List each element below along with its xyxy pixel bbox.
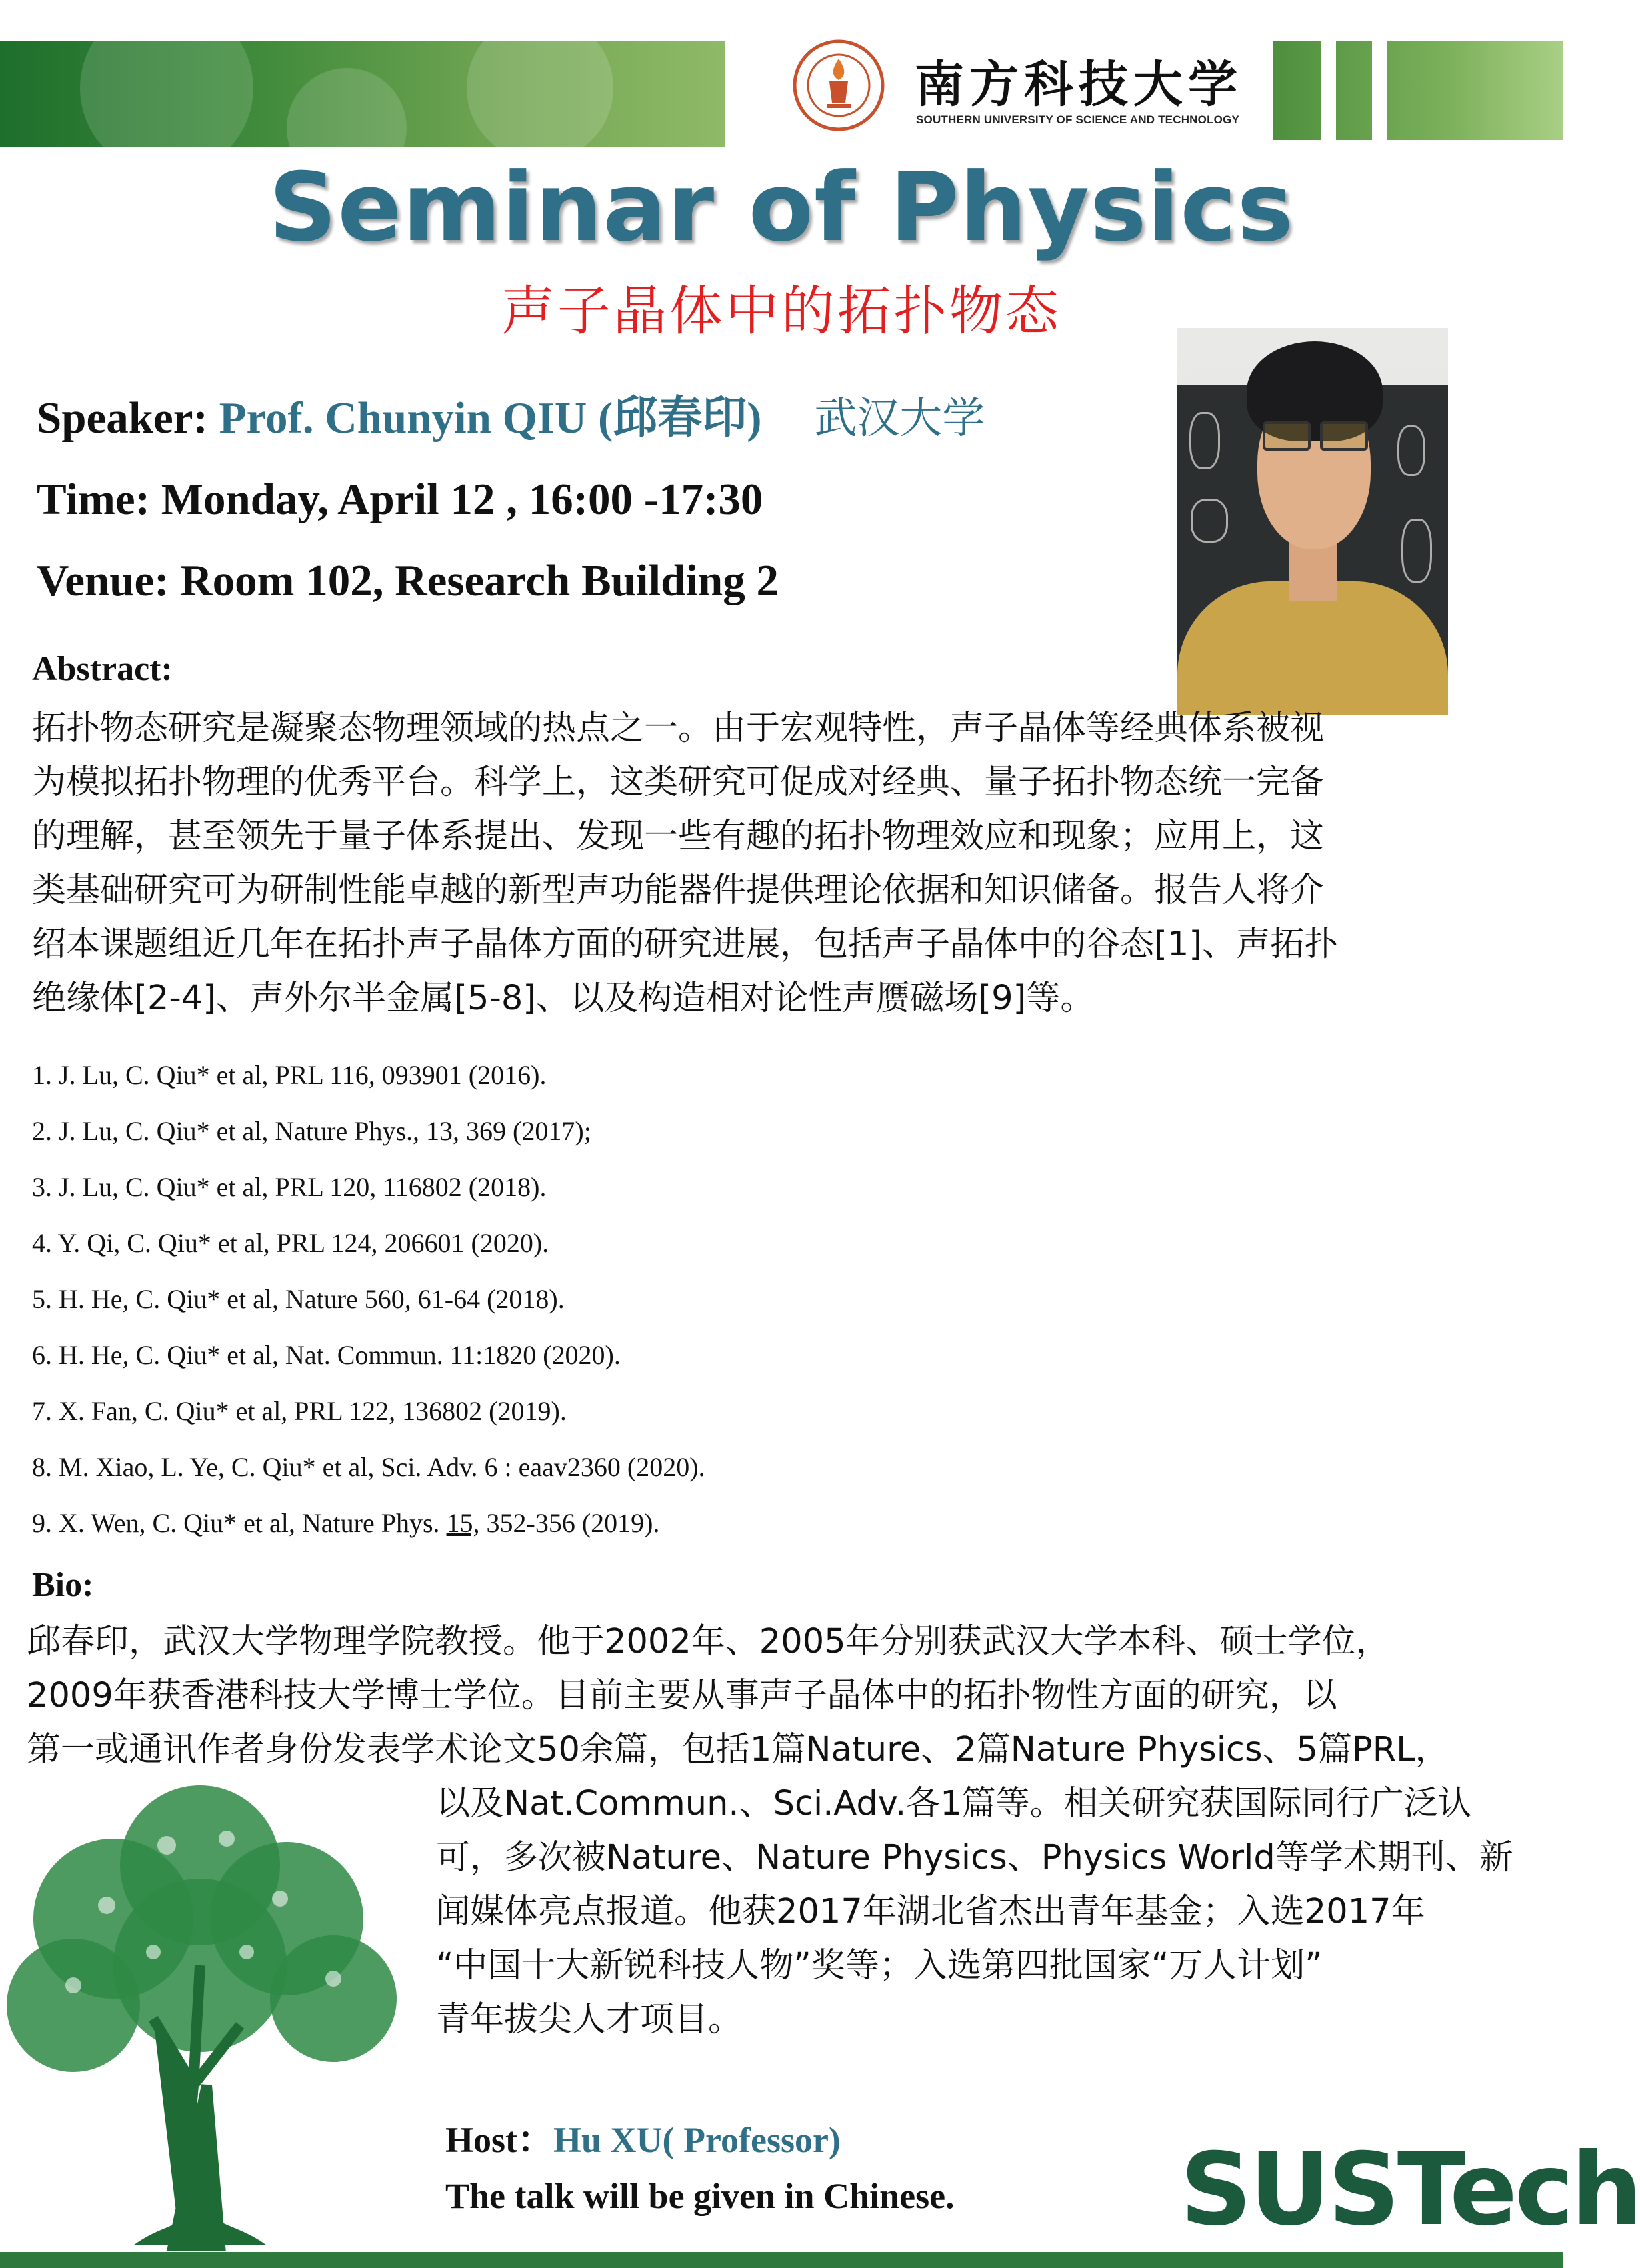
shirt [1177,581,1448,715]
sustech-logo: SUSTech [1180,2132,1640,2248]
reference-item: 1. J. Lu, C. Qiu* et al, PRL 116, 093901 (2016). [32,1060,547,1090]
banner-stripe [1321,41,1336,140]
reference-text: 9. X. Wen, C. Qiu* et al, Nature Phys. [32,1508,447,1538]
venue-value: Room 102, Research Building 2 [180,556,779,605]
abstract-text [32,701,1338,1025]
venue-line [37,551,779,611]
reference-item: 7. X. Fan, C. Qiu* et al, PRL 122, 136802 (2019). [32,1396,567,1426]
bio-line: 青年拔尖人才项目。 [436,2000,743,2039]
reference-item: 2. J. Lu, C. Qiu* et al, Nature Phys., 13, 369 (2017); [32,1116,591,1146]
university-logo [792,39,1243,132]
bio-text-top [27,1615,1449,1777]
reference-volume: 15, [446,1508,480,1538]
bio-line: 可，多次被Nature、Nature Physics、Physics World等学术期刊、新 [436,1838,1513,1877]
host-label: Host： [445,2120,553,2160]
talk-title: 声子晶体中的拓扑物态 [501,280,1061,342]
bio-heading: Bio: [32,1566,94,1604]
footer-bar [0,2252,1563,2268]
abstract-line: 绝缘体[2-4]、声外尔半金属[5-8]、以及构造相对论性声赝磁场[9]等。 [32,979,1095,1018]
glasses-icon [1263,421,1311,451]
speaker-line [37,388,985,449]
reference-item: 4. Y. Qi, C. Qiu* et al, PRL 124, 206601 (2020). [32,1228,549,1258]
bio-line: 邱春印，武汉大学物理学院教授。他于2002年、2005年分别获武汉大学本科、硕士学位， [27,1622,1390,1661]
host-line [445,2116,841,2164]
language-note: The talk will be given in Chinese. [445,2176,955,2216]
speaker-photo [1177,328,1448,699]
seminar-title: Seminar of Physics [269,153,1294,263]
glasses-icon [1320,421,1368,451]
reference-item: 3. J. Lu, C. Qiu* et al, PRL 120, 116802 (2018). [32,1172,547,1202]
host-name: Hu XU( Professor) [553,2120,841,2160]
abstract-line: 的理解，甚至领先于量子体系提出、发现一些有趣的拓扑物理效应和现象；应用上，这 [32,817,1325,856]
abstract-heading: Abstract: [32,650,173,688]
bio-line: 2009年获香港科技大学博士学位。目前主要从事声子晶体中的拓扑物性方面的研究，以 [27,1676,1337,1715]
speaker-affiliation: 武汉大学 [814,394,985,443]
logo-english-name: SOUTHERN UNIVERSITY OF SCIENCE AND TECHNOLOGY [916,113,1240,126]
abstract-line: 拓扑物态研究是凝聚态物理领域的热点之一。由于宏观特性，声子晶体等经典体系被视 [32,709,1325,748]
reference-item: 8. M. Xiao, L. Ye, C. Qiu* et al, Sci. Adv. 6 : eaav2360 (2020). [32,1452,705,1482]
time-line [37,469,763,529]
neck [1289,541,1337,601]
speaker-name: Prof. Chunyin QIU (邱春印) [219,393,762,443]
banner-shape [467,15,613,161]
abstract-line: 类基础研究可为研制性能卓越的新型声功能器件提供理论依据和知识储备。报告人将介 [32,871,1325,910]
bio-line: 闻媒体亮点报道。他获2017年湖北省杰出青年基金；入选2017年 [436,1892,1425,1931]
time-value: Monday, April 12 , 16:00 -17:30 [161,475,763,524]
reference-item: 6. H. He, C. Qiu* et al, Nat. Commun. 11:1820 (2020). [32,1340,621,1370]
banner-stripe [1372,41,1387,140]
bio-line: 第一或通讯作者身份发表学术论文50余篇，包括1篇Nature、2篇Nature Physics、5篇PRL， [27,1730,1449,1769]
abstract-line: 为模拟拓扑物理的优秀平台。科学上，这类研究可促成对经典、量子拓扑物态统一完备 [32,763,1325,802]
bio-line: “中国十大新锐科技人物”奖等；入选第四批国家“万人计划” [436,1946,1323,1985]
university-seal-icon [792,39,885,132]
logo-chinese-name: 南方科技大学 [915,56,1243,113]
header-banner-left [0,41,725,147]
reference-text: 352-356 (2019). [479,1508,660,1538]
reference-item: 5. H. He, C. Qiu* et al, Nature 560, 61-64 (2018). [32,1284,565,1314]
venue-label: Venue: [37,556,169,605]
abstract-line: 绍本课题组近几年在拓扑声子晶体方面的研究进展，包括声子晶体中的谷态[1]、声拓扑 [32,925,1339,964]
bio-line: 以及Nat.Commun.、Sci.Adv.各1篇等。相关研究获国际同行广泛认 [436,1784,1472,1823]
speaker-label: Speaker: [37,393,208,443]
header-banner-right [1273,41,1563,140]
bio-text-bottom [436,1777,1513,2047]
reference-item [32,1507,660,1540]
time-label: Time: [37,475,150,524]
tree-illustration-icon [0,1765,480,2245]
